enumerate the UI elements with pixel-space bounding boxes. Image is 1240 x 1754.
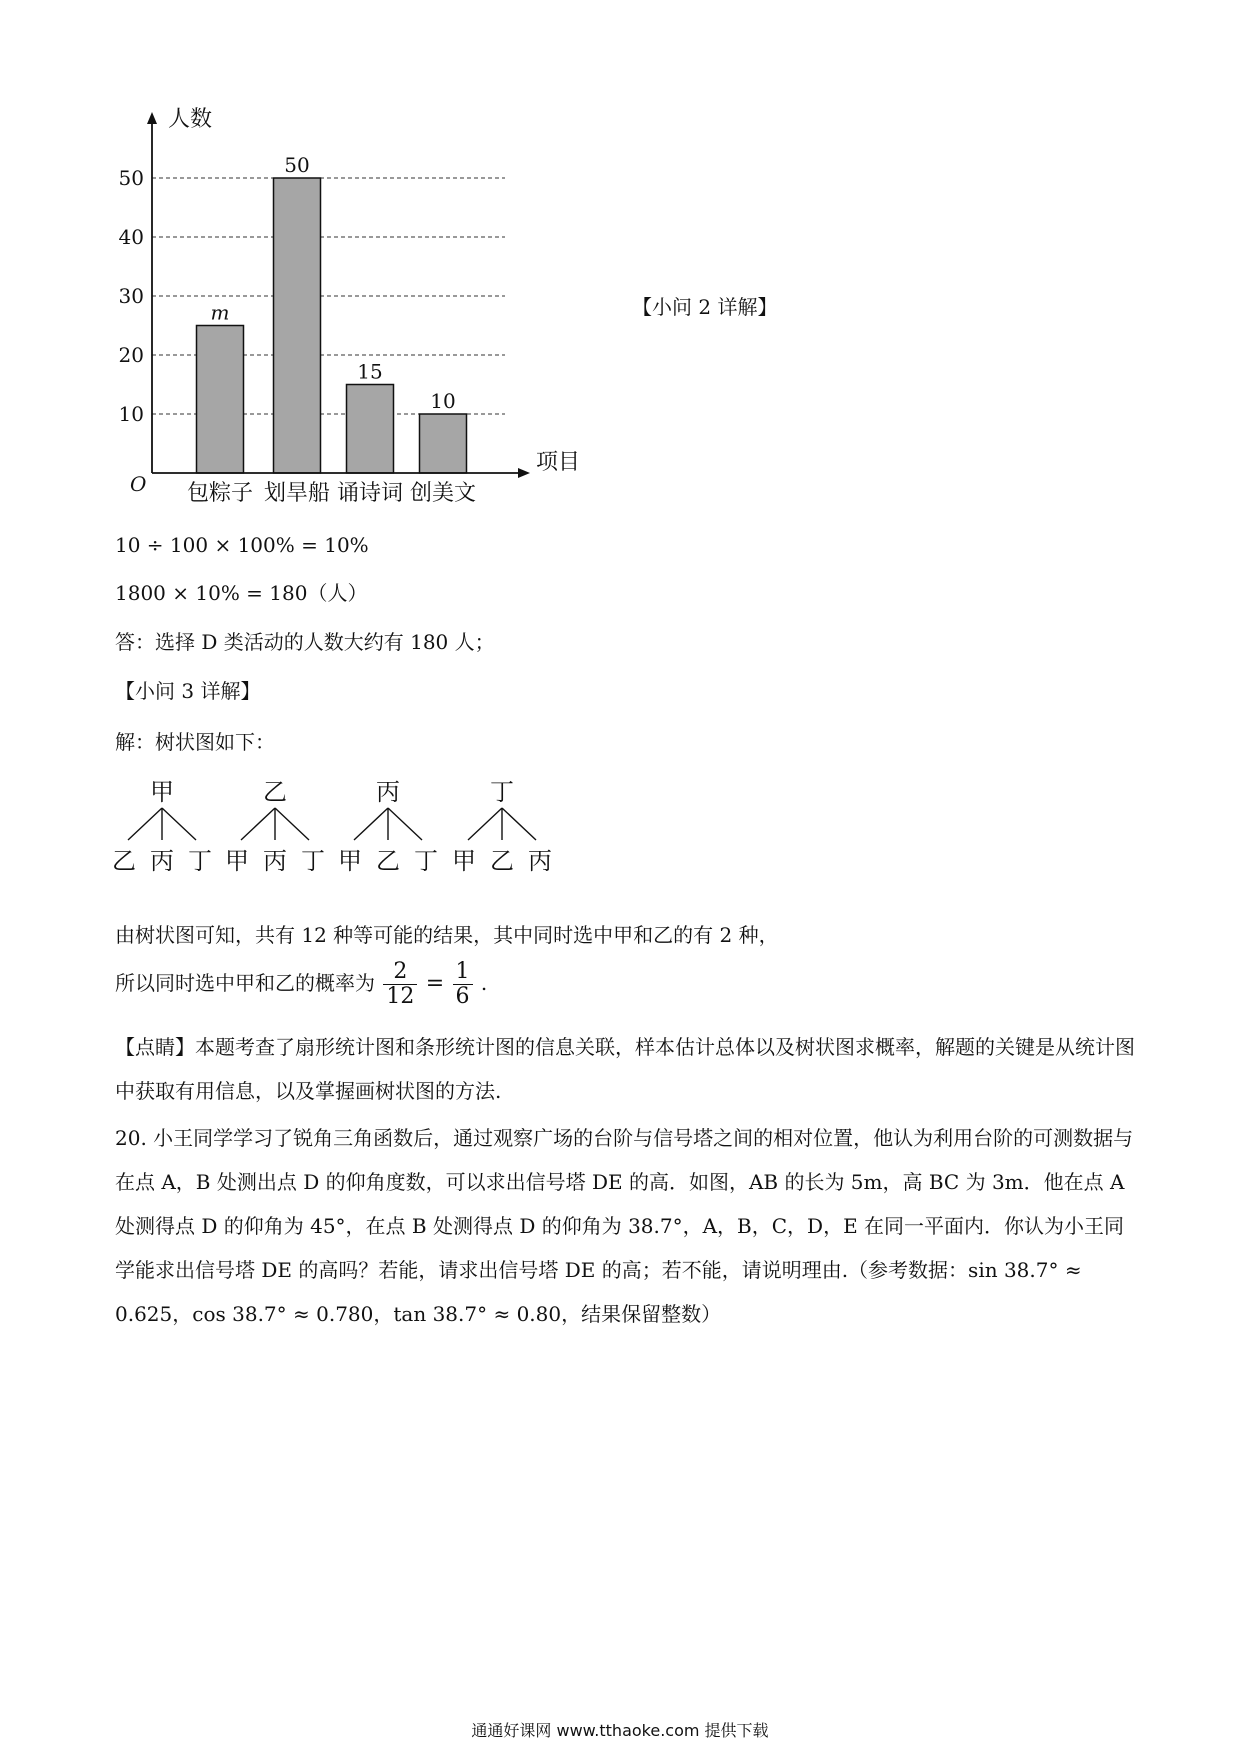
x-category-label: 划旱船 <box>263 481 331 506</box>
y-axis-title: 人数 <box>168 107 213 132</box>
tree-branch <box>502 808 536 840</box>
y-tick-label: 20 <box>118 343 144 367</box>
tree-root: 乙 <box>263 778 287 806</box>
answer-line: 答：选择 D 类活动的人数大约有 180 人； <box>115 630 495 654</box>
fraction-denominator: 12 <box>386 984 415 1009</box>
bar-data-label: m <box>210 300 230 325</box>
problem-20: 20. 小王同学学习了锐角三角函数后，通过观察广场的台阶与信号塔之间的相对位置，他认为利用台阶的可测数据与在点 A，B 处测出点 D 的仰角度数，可以求出信号塔 DE 的高．如图，AB 的长为 5m，高 BC 为 3m．他在点 A 处测得点 D 的仰角为 45°，在点 B 处测得点 D 的仰角为 38.7°，A，B，C，D，E 在同一平面内．你认为小王同学能求出信号塔 DE 的高吗？若能，请求出信号塔 DE 的高；若不能，请说明理由.（参考数据：sin 38.7° ≈ 0.625，cos 38.7° ≈ 0.780，tan 38.7° ≈ 0.80，结果保留整数） <box>115 1126 1134 1326</box>
tree-root: 甲 <box>150 778 174 806</box>
tree-diagram <box>110 772 580 882</box>
x-category-label: 包粽子 <box>186 481 254 506</box>
tree-root: 丙 <box>376 778 400 806</box>
tree-intro: 解：树状图如下： <box>115 730 275 754</box>
comment-paragraph: 【点睛】本题考查了扇形统计图和条形统计图的信息关联，样本估计总体以及树状图求概率，解题的关键是从统计图中获取有用信息，以及掌握画树状图的方法. <box>115 1035 1135 1103</box>
footer: 通通好课网 www.tthaoke.com 提供下载 <box>471 1721 769 1740</box>
fraction-numerator: 1 <box>453 960 473 985</box>
bar-chart <box>100 100 600 510</box>
probability-prefix: 所以同时选中甲和乙的概率为 <box>115 971 375 995</box>
origin-label: O <box>130 472 147 496</box>
bar <box>197 326 244 474</box>
bar <box>274 178 321 473</box>
tree-branch <box>162 808 196 840</box>
tree-conclusion: 由树状图可知，共有 12 种等可能的结果，其中同时选中甲和乙的有 2 种， <box>115 923 779 947</box>
y-tick-label: 10 <box>118 402 144 426</box>
y-axis-arrow <box>147 112 157 124</box>
period: . <box>480 971 488 995</box>
chart-bars <box>197 178 467 473</box>
tree-branch <box>128 808 162 840</box>
y-tick-label: 30 <box>118 284 144 308</box>
x-category-label: 创美文 <box>409 481 477 506</box>
tree-leaf: 丙 <box>528 847 552 875</box>
tree-branch <box>241 808 275 840</box>
y-tick-label: 40 <box>118 225 144 249</box>
calc-line-1: 10 ÷ 100 × 100% = 10% <box>115 533 369 557</box>
fraction-1-6 <box>453 960 473 1009</box>
bar-data-label: 15 <box>357 359 383 384</box>
tree-leaf: 乙 <box>376 847 400 875</box>
tree-leaf: 甲 <box>338 847 362 875</box>
x-category-label: 诵诗词 <box>336 481 404 506</box>
tree-branch <box>388 808 422 840</box>
x-axis-title: 项目 <box>536 450 581 475</box>
tree-root: 丁 <box>490 778 514 806</box>
tree-branch <box>275 808 309 840</box>
tree-leaf: 丙 <box>263 847 287 875</box>
bar-data-label: 10 <box>430 389 456 413</box>
bar <box>420 414 467 473</box>
q2-header: 【小问 2 详解】 <box>632 295 778 319</box>
tree-branch <box>468 808 502 840</box>
bar <box>347 385 394 474</box>
equals-sign: = <box>425 971 445 996</box>
calc-line-2: 1800 × 10% = 180（人） <box>115 581 368 605</box>
tree-leaf: 甲 <box>225 847 249 875</box>
y-tick-label: 50 <box>118 166 144 190</box>
tree-leaf: 乙 <box>112 847 136 875</box>
tree-leaf: 乙 <box>490 847 514 875</box>
tree-leaf: 甲 <box>452 847 476 875</box>
fraction-2-12 <box>383 960 417 1009</box>
fraction-denominator: 6 <box>455 984 470 1009</box>
tree-leaf: 丁 <box>414 847 438 875</box>
tree-leaf: 丙 <box>150 847 174 875</box>
tree-branch <box>354 808 388 840</box>
fraction-numerator: 2 <box>383 960 417 985</box>
tree-leaf: 丁 <box>301 847 325 875</box>
bar-data-label: 50 <box>284 153 310 177</box>
x-axis-arrow <box>518 468 530 478</box>
tree-leaf: 丁 <box>188 847 212 875</box>
probability-line <box>115 958 487 1009</box>
q3-header: 【小问 3 详解】 <box>115 679 261 703</box>
